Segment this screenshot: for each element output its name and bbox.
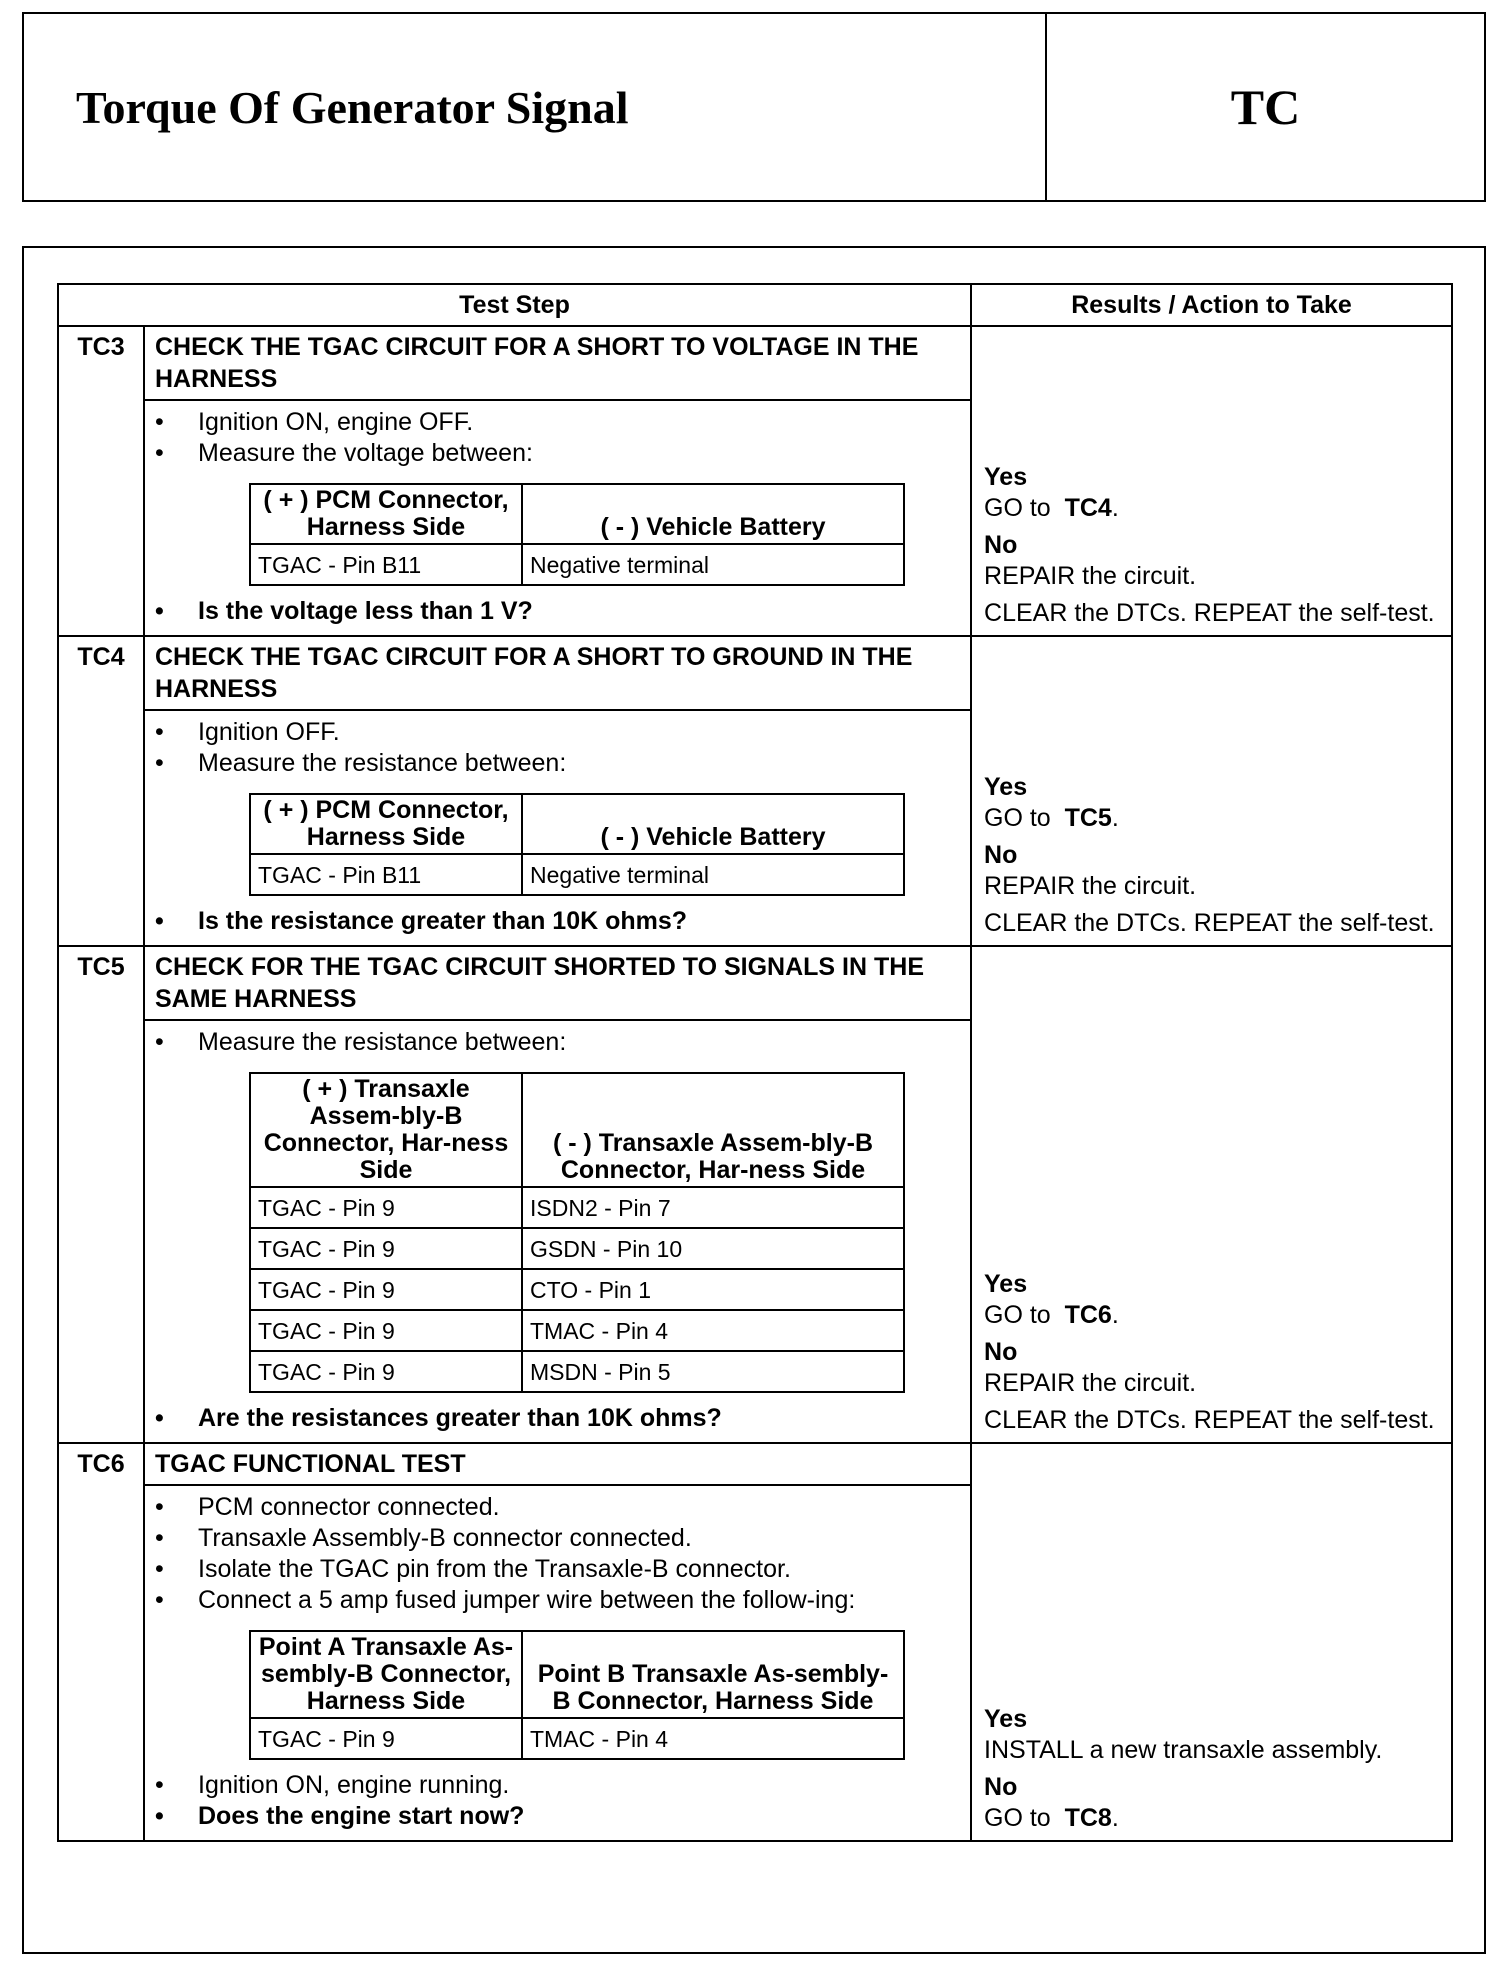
procedure-item: • Transaxle Assembly-B connector connected. xyxy=(155,1523,970,1554)
test-step-column-header: Test Step xyxy=(58,284,971,326)
page-header xyxy=(22,12,1486,202)
measurement-table xyxy=(249,1630,905,1760)
measurement-header: ( - ) Vehicle Battery xyxy=(522,794,904,854)
measurement-cell: TGAC - Pin 9 xyxy=(250,1228,522,1269)
measurement-cell: Negative terminal xyxy=(522,854,904,895)
step-results xyxy=(971,1443,1452,1841)
measurement-cell: CTO - Pin 1 xyxy=(522,1269,904,1310)
step-title: CHECK FOR THE TGAC CIRCUIT SHORTED TO SIGNALS IN THE SAME HARNESS xyxy=(144,946,971,1020)
result-end: . xyxy=(1111,494,1119,522)
measurement-cell: TGAC - Pin 9 xyxy=(250,1269,522,1310)
result-action xyxy=(984,561,1439,592)
result-label: Yes xyxy=(984,1705,1028,1733)
steps-body xyxy=(58,326,1452,1841)
result-extra: CLEAR the DTCs. REPEAT the self-test. xyxy=(984,1406,1435,1434)
measurement-cell: TGAC - Pin 9 xyxy=(250,1718,522,1759)
result-action xyxy=(984,1803,1439,1834)
procedure-item: • Ignition ON, engine running. xyxy=(155,1770,970,1801)
measurement-header-row xyxy=(250,1631,904,1718)
diagnostic-table xyxy=(57,283,1453,1842)
procedure-item: • Isolate the TGAC pin from the Transaxle-B connector. xyxy=(155,1554,970,1585)
measurement-row xyxy=(250,1351,904,1392)
results-column-header: Results / Action to Take xyxy=(971,284,1452,326)
result-end: . xyxy=(1111,1301,1119,1329)
step-number: TC4 xyxy=(58,636,144,946)
step-question: • Is the voltage less than 1 V? xyxy=(155,596,970,627)
result-extra: CLEAR the DTCs. REPEAT the self-test. xyxy=(984,599,1435,627)
result-action xyxy=(984,803,1439,834)
step-title: TGAC FUNCTIONAL TEST xyxy=(144,1443,971,1485)
step-title-row xyxy=(58,946,1452,1020)
result-label: Yes xyxy=(984,1270,1028,1298)
measurement-row xyxy=(250,1228,904,1269)
result-label: No xyxy=(984,1338,1018,1366)
result-text: REPAIR the circuit. xyxy=(984,1369,1197,1397)
step-question: • Are the resistances greater than 10K ohms? xyxy=(155,1403,970,1434)
measurement-header-row xyxy=(250,1073,904,1187)
step-procedure xyxy=(144,710,971,946)
procedure-list xyxy=(145,596,970,627)
step-question: • Does the engine start now? xyxy=(155,1801,970,1832)
section-code: TC xyxy=(1230,79,1301,135)
measurement-row xyxy=(250,1718,904,1759)
measurement-header: ( + ) PCM Connector, Harness Side xyxy=(250,794,522,854)
step-title: CHECK THE TGAC CIRCUIT FOR A SHORT TO GROUND IN THE HARNESS xyxy=(144,636,971,710)
measurement-header: Point B Transaxle As-sembly-B Connector, Harness Side xyxy=(522,1631,904,1718)
result-text: GO to xyxy=(984,1804,1051,1832)
result-step-ref: TC8 xyxy=(1064,1804,1112,1832)
measurement-cell: GSDN - Pin 10 xyxy=(522,1228,904,1269)
procedure-item: • Measure the voltage between: xyxy=(155,438,970,469)
step-results xyxy=(971,636,1452,946)
result-label: Yes xyxy=(984,463,1028,491)
result-label: No xyxy=(984,1773,1018,1801)
result-action xyxy=(984,1300,1439,1331)
result-extra: CLEAR the DTCs. REPEAT the self-test. xyxy=(984,909,1435,937)
result-action xyxy=(984,871,1439,902)
result-text: INSTALL a new transaxle assembly. xyxy=(984,1736,1383,1764)
procedure-list xyxy=(145,1492,970,1616)
result-action xyxy=(984,493,1439,524)
step-question: • Is the resistance greater than 10K ohms? xyxy=(155,906,970,937)
step-title-row xyxy=(58,636,1452,710)
step-title-row xyxy=(58,326,1452,400)
procedure-list xyxy=(145,1770,970,1832)
result-end: . xyxy=(1111,804,1119,832)
page-title: Torque Of Generator Signal xyxy=(24,14,1047,200)
step-number: TC5 xyxy=(58,946,144,1443)
measurement-header: ( + ) PCM Connector, Harness Side xyxy=(250,484,522,544)
table-header-row xyxy=(58,284,1452,326)
measurement-header: Point A Transaxle As-sembly-B Connector, Harness Side xyxy=(250,1631,522,1718)
procedure-list xyxy=(145,407,970,469)
result-label: Yes xyxy=(984,773,1028,801)
step-title: CHECK THE TGAC CIRCUIT FOR A SHORT TO VOLTAGE IN THE HARNESS xyxy=(144,326,971,400)
measurement-cell: TGAC - Pin B11 xyxy=(250,544,522,585)
measurement-row xyxy=(250,854,904,895)
result-step-ref: TC5 xyxy=(1064,804,1112,832)
result-text: GO to xyxy=(984,494,1051,522)
measurement-table xyxy=(249,793,905,896)
measurement-cell: ISDN2 - Pin 7 xyxy=(522,1187,904,1228)
measurement-row xyxy=(250,1269,904,1310)
step-number: TC6 xyxy=(58,1443,144,1841)
measurement-header: ( + ) Transaxle Assem-bly-B Connector, Har-ness Side xyxy=(250,1073,522,1187)
measurement-cell: TGAC - Pin 9 xyxy=(250,1187,522,1228)
measurement-row xyxy=(250,1310,904,1351)
measurement-header-row xyxy=(250,484,904,544)
measurement-table xyxy=(249,483,905,586)
result-text: REPAIR the circuit. xyxy=(984,562,1197,590)
measurement-cell: TMAC - Pin 4 xyxy=(522,1310,904,1351)
measurement-cell: TGAC - Pin 9 xyxy=(250,1351,522,1392)
procedure-list xyxy=(145,906,970,937)
procedure-item: • Measure the resistance between: xyxy=(155,1027,970,1058)
step-results xyxy=(971,326,1452,636)
measurement-header: ( - ) Transaxle Assem-bly-B Connector, Har-ness Side xyxy=(522,1073,904,1187)
measurement-cell: TGAC - Pin 9 xyxy=(250,1310,522,1351)
procedure-list xyxy=(145,717,970,779)
procedure-item: • Connect a 5 amp fused jumper wire between the follow-ing: xyxy=(155,1585,970,1616)
step-procedure xyxy=(144,400,971,636)
measurement-table xyxy=(249,1072,905,1393)
measurement-cell: TMAC - Pin 4 xyxy=(522,1718,904,1759)
result-end: . xyxy=(1111,1804,1119,1832)
measurement-row xyxy=(250,544,904,585)
result-label: No xyxy=(984,531,1018,559)
result-text: GO to xyxy=(984,1301,1051,1329)
measurement-header: ( - ) Vehicle Battery xyxy=(522,484,904,544)
measurement-cell: MSDN - Pin 5 xyxy=(522,1351,904,1392)
measurement-cell: TGAC - Pin B11 xyxy=(250,854,522,895)
step-results xyxy=(971,946,1452,1443)
step-number: TC3 xyxy=(58,326,144,636)
step-procedure xyxy=(144,1020,971,1443)
result-action xyxy=(984,1735,1439,1766)
measurement-cell: Negative terminal xyxy=(522,544,904,585)
result-text: GO to xyxy=(984,804,1051,832)
result-step-ref: TC4 xyxy=(1064,494,1112,522)
step-title-row xyxy=(58,1443,1452,1485)
procedure-list xyxy=(145,1027,970,1058)
procedure-list xyxy=(145,1403,970,1434)
result-step-ref: TC6 xyxy=(1064,1301,1112,1329)
measurement-row xyxy=(250,1187,904,1228)
measurement-header-row xyxy=(250,794,904,854)
result-action xyxy=(984,1368,1439,1399)
procedure-item: • PCM connector connected. xyxy=(155,1492,970,1523)
step-procedure xyxy=(144,1485,971,1841)
result-text: REPAIR the circuit. xyxy=(984,872,1197,900)
result-label: No xyxy=(984,841,1018,869)
procedure-item: • Ignition ON, engine OFF. xyxy=(155,407,970,438)
procedure-item: • Measure the resistance between: xyxy=(155,748,970,779)
procedure-item: • Ignition OFF. xyxy=(155,717,970,748)
